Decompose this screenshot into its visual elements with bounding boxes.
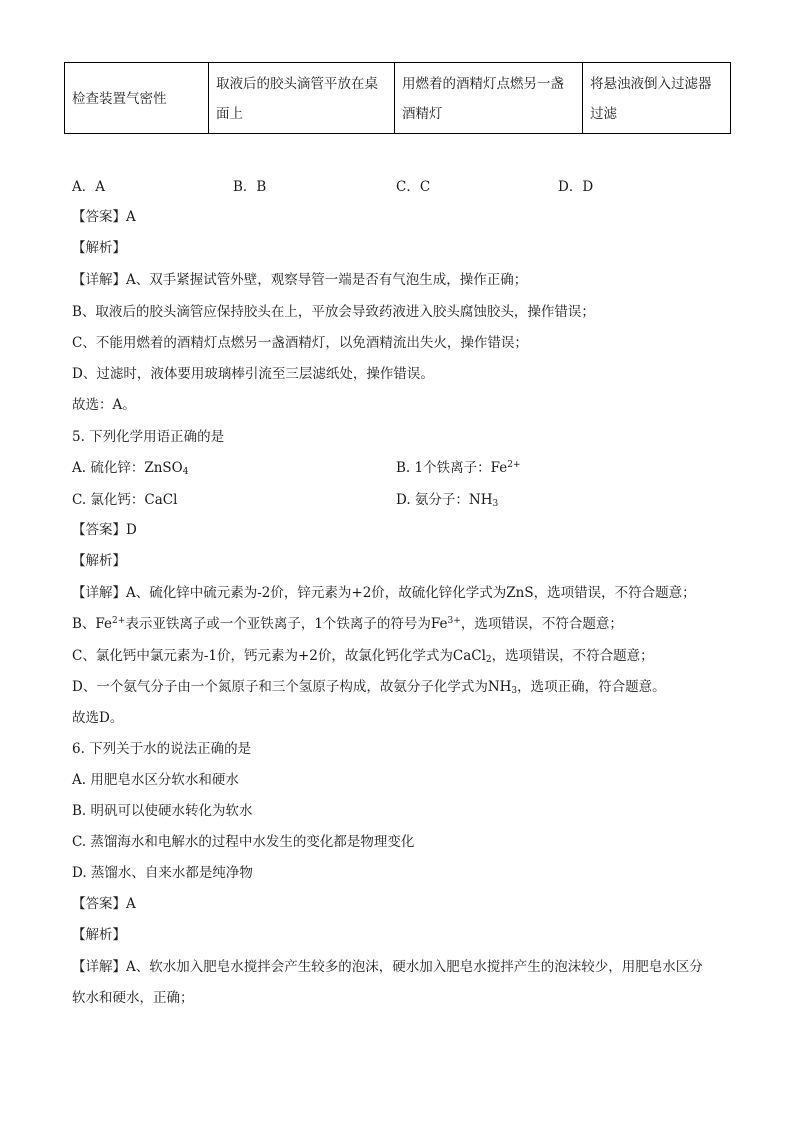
- option-d-text: D. 氨分子：NH: [396, 492, 493, 508]
- option-c: C．C: [396, 179, 431, 195]
- subscript: 4: [182, 467, 189, 477]
- detail-line: [72, 581, 696, 601]
- detail-text: B、Fe: [72, 616, 113, 632]
- table-row: [65, 63, 731, 134]
- detail-text: ，选项错误，不符合题意；: [460, 616, 623, 632]
- detail-text: A、软水加入肥皂水搅拌会产生较多的泡沫，硬水加入肥皂水搅拌产生的泡沫较少，用肥皂水区分: [126, 959, 703, 975]
- option-a: A．A: [72, 179, 105, 195]
- answer-value: A: [126, 896, 136, 912]
- superscript: 2+: [507, 460, 521, 470]
- answer-row: [72, 892, 136, 912]
- table-cell: 检查装置气密性: [65, 63, 209, 134]
- detail-line: [72, 644, 654, 665]
- detail-text: D、一个氨气分子由一个氮原子和三个氢原子构成，故氨分子化学式为NH: [72, 679, 512, 695]
- detail-line: C、不能用燃着的酒精灯点燃另一盏酒精灯，以免酒精流出失火，操作错误；: [72, 335, 528, 351]
- detail-label: 【详解】: [72, 585, 126, 601]
- analysis-label: 【解析】: [72, 240, 126, 256]
- option-d: D. 蒸馏水、自来水都是纯净物: [72, 865, 253, 881]
- detail-text: C、氯化钙中氯元素为-1价，钙元素为+2价，故氯化钙化学式为CaCl: [72, 648, 486, 664]
- table-cell: 取液后的胶头滴管平放在桌面上: [209, 63, 395, 134]
- question-stem: 6. 下列关于水的说法正确的是: [72, 741, 252, 757]
- experiment-table: [64, 62, 731, 134]
- option-b: B. 明矾可以使硬水转化为软水: [72, 803, 253, 819]
- detail-text: A、双手紧握试管外壁，观察导管一端是否有气泡生成，操作正确；: [126, 272, 528, 288]
- detail-label: 【详解】: [72, 272, 126, 288]
- option-a-text: A. 硫化锌：ZnSO: [72, 460, 183, 476]
- detail-text: ，选项错误，不符合题意；: [491, 648, 654, 664]
- answer-label: 【答案】: [72, 209, 126, 225]
- detail-text: 表示亚铁离子或一个亚铁离子，1个铁离子的符号为Fe: [125, 616, 448, 632]
- subscript: 3: [511, 686, 518, 696]
- answer-value: D: [126, 522, 137, 538]
- answer-row: [72, 518, 137, 538]
- subscript: 3: [492, 499, 499, 509]
- option-a: A. 用肥皂水区分软水和硬水: [72, 772, 239, 788]
- option-b: B．B: [233, 179, 267, 195]
- option-b: [396, 456, 521, 476]
- detail-line: [72, 675, 666, 696]
- option-d: D．D: [558, 179, 594, 195]
- table-cell: 用燃着的酒精灯点燃另一盏酒精灯: [395, 63, 583, 134]
- detail-line: D、过滤时，液体要用玻璃棒引流至三层滤纸处，操作错误。: [72, 366, 434, 382]
- subscript: 2: [485, 655, 492, 665]
- conclusion: 故选D。: [72, 710, 124, 726]
- detail-line: [72, 612, 623, 632]
- answer-value: A: [126, 209, 136, 225]
- option-d: [396, 488, 498, 509]
- detail-line: 软水和硬水，正确；: [72, 990, 194, 1006]
- question-stem: 5. 下列化学用语正确的是: [72, 429, 225, 445]
- option-c: C. 蒸馏海水和电解水的过程中水发生的变化都是物理变化: [72, 834, 415, 850]
- detail-line: [72, 268, 527, 288]
- superscript: 3+: [447, 616, 461, 626]
- analysis-label: 【解析】: [72, 927, 126, 943]
- detail-text: ，选项正确，符合题意。: [517, 679, 666, 695]
- detail-label: 【详解】: [72, 959, 126, 975]
- option-c: C. 氯化钙：CaCl: [72, 492, 178, 508]
- answer-label: 【答案】: [72, 522, 126, 538]
- conclusion: 故选：A。: [72, 397, 136, 413]
- detail-text: A、硫化锌中硫元素为-2价，锌元素为+2价，故硫化锌化学式为ZnS，选项错误，不符合题意；: [126, 585, 696, 601]
- answer-label: 【答案】: [72, 896, 126, 912]
- detail-line: [72, 955, 703, 975]
- superscript: 2+: [112, 616, 126, 626]
- option-b-text: B. 1个铁离子：Fe: [396, 460, 508, 476]
- detail-line: B、取液后的胶头滴管应保持胶头在上，平放会导致药液进入胶头腐蚀胶头，操作错误；: [72, 304, 595, 320]
- answer-row: [72, 205, 136, 225]
- table-cell: 将悬浊液倒入过滤器过滤: [583, 63, 731, 134]
- option-a: [72, 456, 188, 477]
- analysis-label: 【解析】: [72, 553, 126, 569]
